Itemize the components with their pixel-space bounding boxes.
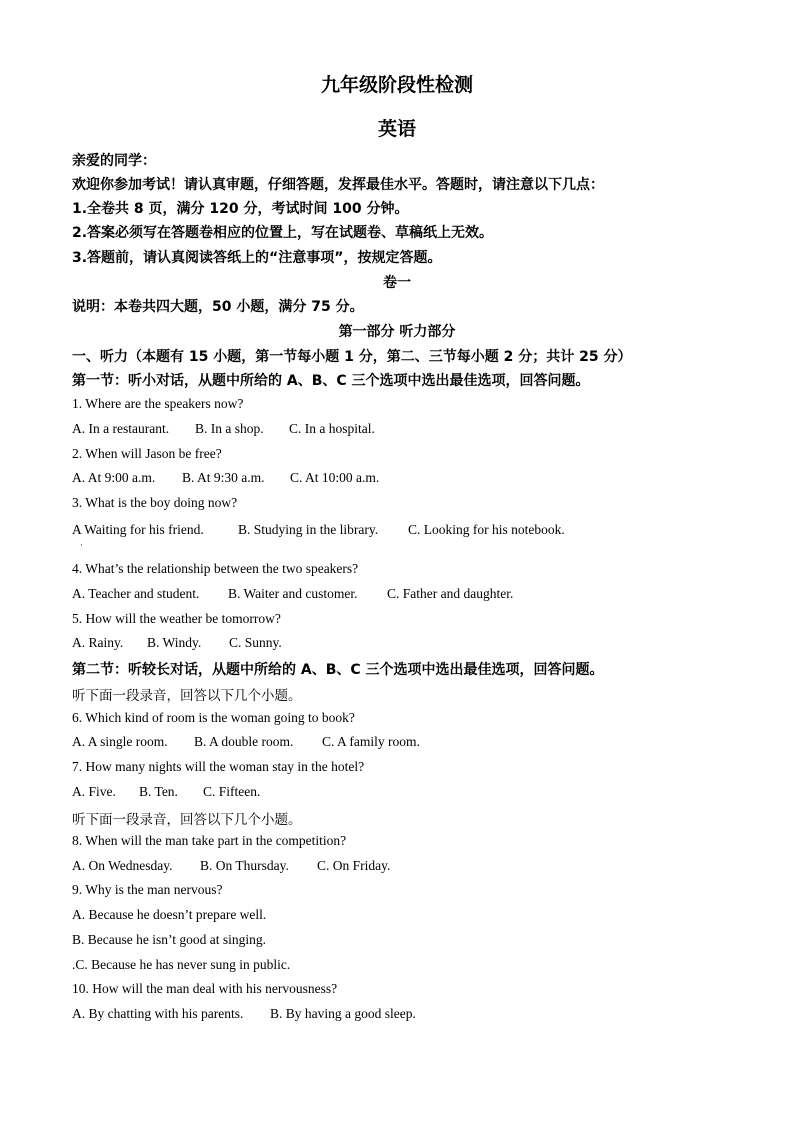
option-b: B. By having a good sleep. — [270, 1006, 416, 1021]
question-8-options — [72, 858, 390, 874]
option-c: C. At 10:00 a.m. — [290, 470, 380, 485]
question-1: 1. Where are the speakers now? — [72, 396, 244, 411]
question-2: 2. When will Jason be free? — [72, 446, 222, 461]
option-c: C. Sunny. — [229, 635, 282, 650]
option-c: C. A family room. — [322, 734, 420, 749]
option-b: B. A double room. — [194, 734, 294, 749]
option-a: A. Five. — [72, 784, 116, 799]
question-7-options — [72, 784, 260, 800]
option-b: B. Ten. — [139, 784, 178, 799]
option-a: A. In a restaurant. — [72, 421, 170, 436]
option-a: A Waiting for his friend. — [72, 522, 204, 537]
option-c: C. On Friday. — [317, 858, 391, 873]
option-c: C. Father and daughter. — [387, 586, 514, 601]
section-1-instruction: 第一节：听小对话，从题中所给的 A、B、C 三个选项中选出最佳选项，回答问题。 — [72, 373, 590, 389]
option-a: A. At 9:00 a.m. — [72, 470, 156, 485]
section-2-instruction: 第二节：听较长对话，从题中所给的 A、B、C 三个选项中选出最佳选项，回答问题。 — [72, 662, 604, 678]
option-a: A. Rainy. — [72, 635, 124, 650]
passage-intro-2: 听下面一段录音，回答以下几个小题。 — [72, 812, 302, 828]
question-9-option-c: .C. Because he has never sung in public. — [72, 957, 291, 972]
question-10-options — [72, 1006, 416, 1022]
question-9-option-a: A. Because he doesn’t prepare well. — [72, 907, 267, 922]
option-c: C. Looking for his notebook. — [408, 522, 565, 537]
option-a: A. On Wednesday. — [72, 858, 173, 873]
question-1-options — [72, 421, 375, 437]
rule-3: 3.答题前，请认真阅读答纸上的“注意事项”，按规定答题。 — [72, 250, 442, 266]
passage-intro-1: 听下面一段录音，回答以下几个小题。 — [72, 688, 302, 704]
option-c: C. Fifteen. — [203, 784, 261, 799]
option-a: A. A single room. — [72, 734, 168, 749]
question-4: 4. What’s the relationship between the two speakers? — [72, 561, 359, 576]
option-b: B. Studying in the library. — [238, 522, 379, 537]
question-10: 10. How will the man deal with his nervousness? — [72, 981, 338, 996]
part-title: 第一部分 听力部分 — [338, 324, 456, 340]
question-8: 8. When will the man take part in the competition? — [72, 833, 347, 848]
question-9-option-b: B. Because he isn’t good at singing. — [72, 932, 266, 947]
volume-note: 说明：本卷共四大题，50 小题，满分 75 分。 — [72, 299, 364, 315]
listening-heading: 一、听力（本题有 15 小题，第一节每小题 1 分，第二、三节每小题 2 分；共计 25 分） — [72, 349, 632, 365]
question-5-options — [72, 635, 282, 651]
option-b: B. On Thursday. — [200, 858, 289, 873]
exam-title: 九年级阶段性检测 — [320, 74, 473, 96]
question-2-options — [72, 470, 379, 486]
question-5: 5. How will the weather be tomorrow? — [72, 611, 281, 626]
option-c: C. In a hospital. — [289, 421, 375, 436]
question-6: 6. Which kind of room is the woman going to book? — [72, 710, 355, 725]
question-7: 7. How many nights will the woman stay in the hotel? — [72, 759, 365, 774]
option-a: A. Teacher and student. — [72, 586, 200, 601]
subject-title: 英语 — [377, 118, 416, 140]
option-b: B. Waiter and customer. — [228, 586, 358, 601]
option-b: B. At 9:30 a.m. — [182, 470, 265, 485]
option-b: B. In a shop. — [195, 421, 264, 436]
greeting: 亲爱的同学： — [72, 153, 156, 169]
question-4-options — [72, 586, 513, 602]
question-9: 9. Why is the man nervous? — [72, 882, 223, 897]
welcome-text: 欢迎你参加考试！请认真审题，仔细答题，发挥最佳水平。答题时，请注意以下几点： — [72, 177, 604, 193]
stray-mark: · — [80, 540, 83, 550]
option-a: A. By chatting with his parents. — [72, 1006, 244, 1021]
volume-title: 卷一 — [383, 275, 411, 291]
question-6-options — [72, 734, 420, 750]
rule-2: 2.答案必须写在答题卷相应的位置上，写在试题卷、草稿纸上无效。 — [72, 225, 494, 241]
rule-1: 1.全卷共 8 页，满分 120 分，考试时间 100 分钟。 — [72, 201, 409, 217]
option-b: B. Windy. — [147, 635, 202, 650]
question-3-options — [72, 522, 565, 538]
question-3: 3. What is the boy doing now? — [72, 495, 238, 510]
